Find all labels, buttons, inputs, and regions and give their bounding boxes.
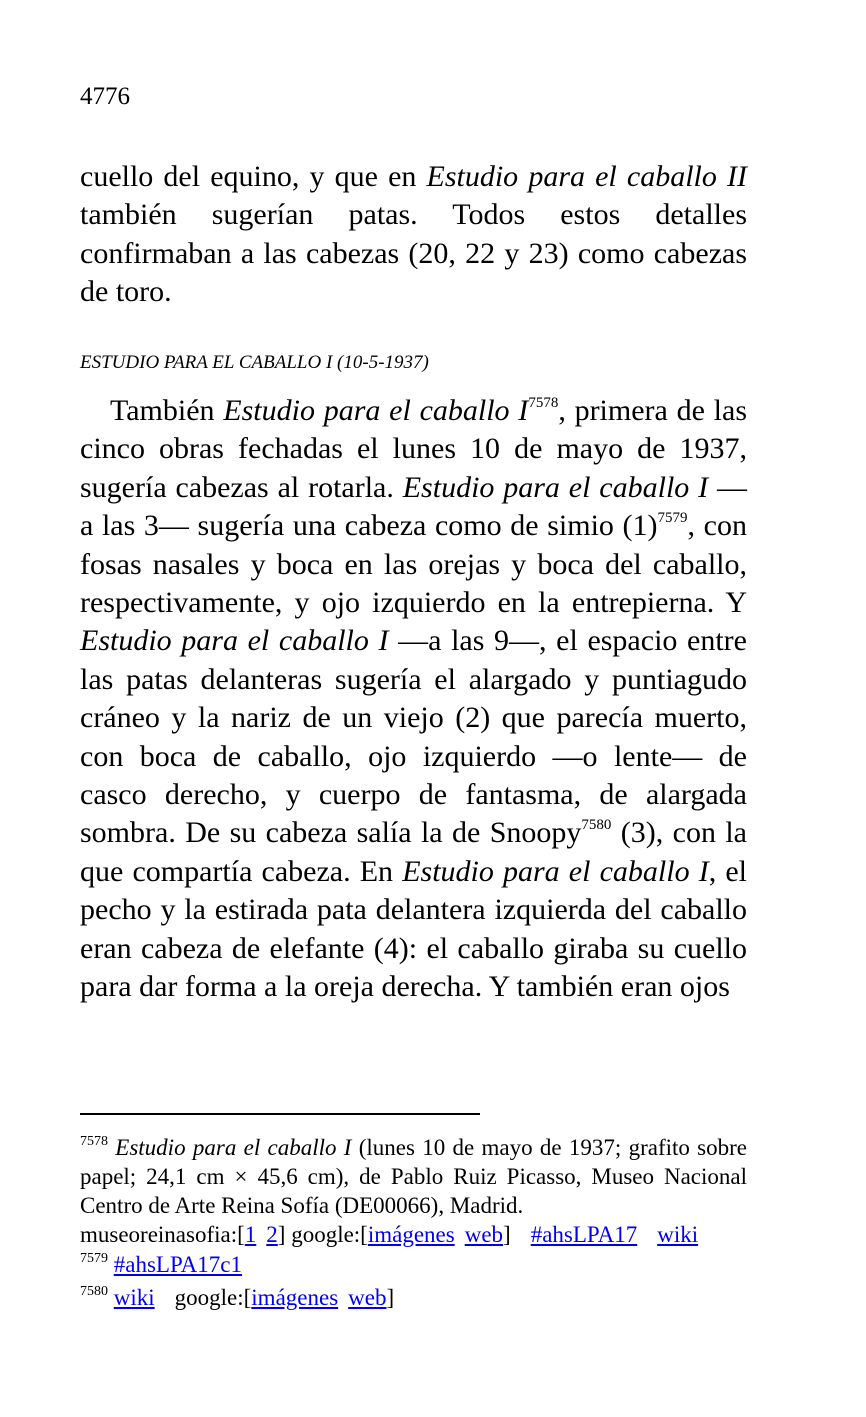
link[interactable]: imágenes [367, 1222, 455, 1247]
footnote-number: 7580 [80, 1284, 108, 1299]
footnote-ref[interactable]: 7578 [528, 395, 559, 411]
link[interactable]: web [464, 1222, 504, 1247]
link[interactable]: 1 [244, 1222, 257, 1247]
footnote-number: 7578 [80, 1134, 108, 1149]
artwork-title: Estudio para el caballo I [80, 624, 389, 658]
link[interactable]: imágenes [251, 1285, 339, 1310]
footnote: $^{7580}$ wiki google:[imágenes web] [80, 1284, 395, 1310]
body-paragraph: También Estudio para el caballo $I^{7578}$, primera de las cinco obras fechadas el lunes 10 de mayo de 1937, sugería cabezas al rotarla. Estudio para el caballo I —a las 3— sugería una cabeza como de simio $(1)^{7579}$, con fosas nasales y boca en las orejas y boca del caballo, respectivamente, y ojo izquierdo en la entrepierna. Y Estudio para el caballo I —a las 9—, el espacio entre las patas delanteras sugería el alargado y puntiagudo cráneo y la nariz de un viejo (2) que parecía muerto, con boca de caballo, ojo izquierdo —o lente— de casco derecho, y cuerpo de fantasma, de alargada sombra. De su cabeza salía la de Snoopy$^{7580}$ (3), con la que compartía cabeza. En Estudio para el caballo I, el pecho y la estirada pata delantera izquierda del caballo eran cabeza de elefante (4): el caballo giraba su cuello para dar forma a la oreja derecha. Y también eran ojos [80, 394, 748, 1004]
artwork-title: Estudio para el caballo I [223, 394, 529, 427]
footnote [80, 1250, 747, 1279]
footnote: $^{7578}$ Estudio para el caballo I (lunes 10 de mayo de 1937; grafito sobre papel; 24,1 cm × 45,6 cm), de Pablo Ruiz Picasso, Museo Nacional Centro de Arte Reina Sofía (DE00066), Madrid. museoreinasofia:[1 2] google:[imágenes web] #ahsLPA17 wiki [80, 1134, 747, 1247]
artwork-title: Estudio para el caballo II [426, 160, 747, 193]
artwork-title: Estudio para el caballo I [402, 854, 709, 888]
footnote-divider [80, 1113, 480, 1115]
link[interactable]: 2 [266, 1222, 278, 1247]
footnote-number: 7579 [80, 1251, 108, 1266]
link[interactable]: web [348, 1285, 387, 1310]
footnote-ref[interactable]: 7579 [657, 510, 688, 527]
link[interactable]: #ahsLPA17c1 [113, 1252, 242, 1277]
link[interactable]: #ahsLPA17 [530, 1222, 638, 1247]
footnote-ref[interactable]: 7580 [581, 817, 612, 834]
artwork-title: Estudio para el caballo I [115, 1135, 352, 1160]
body-paragraph: cuello del equino, y que en Estudio para el caballo II también sugerían patas. Todos estos detalles confirmaban a las cabezas (20, 22 y 23) como cabezas de toro. [80, 160, 747, 309]
link[interactable]: wiki [657, 1222, 699, 1247]
section-heading: ESTUDIO PARA EL CABALLO I (10-5-1937) [80, 352, 429, 373]
artwork-title: Estudio para el caballo I [402, 470, 709, 504]
page-number: 4776 [80, 83, 130, 110]
footnote-links: museoreinasofia:[1 2] google:[imágenes web] #ahsLPA17 wiki [80, 1222, 699, 1247]
link[interactable]: wiki [113, 1285, 155, 1310]
